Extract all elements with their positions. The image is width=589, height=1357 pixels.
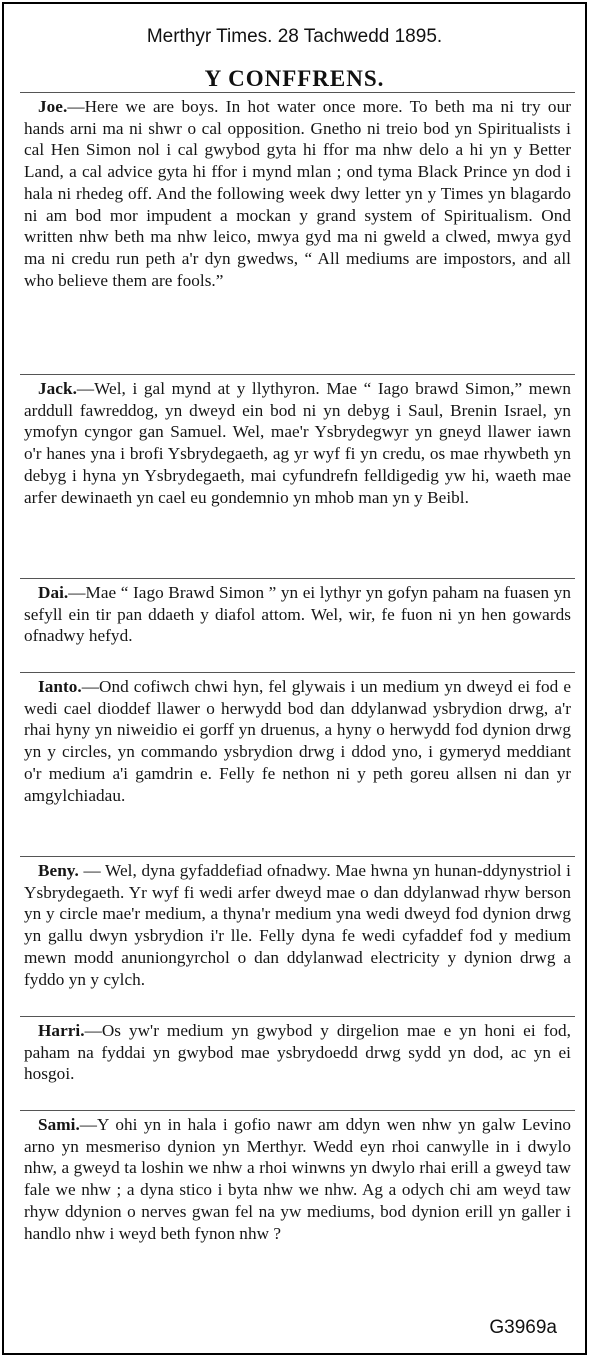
speaker-name: Dai. [38,583,69,602]
divider [20,92,575,93]
speaker-name: Jack. [38,379,77,398]
section-text: —Mae “ Iago Brawd Simon ” yn ei lythyr yn gofyn paham na fuasen yn sefyll ein tir pan ddaeth y diafol attom. Wel, wir, fe fuon ni yn hen gowards ofnadwy hefyd. [24,583,571,646]
section-text: —Wel, i gal mynd at y llythyron. Mae “ Iago brawd Simon,” mewn arddull fawreddog, yn dweyd ein bod ni yn debyg i Saul, Brenin Israel, yn ymofyn cyngor gan Samuel. Wel, mae'r Ysbrydegwyr yn gneyd llawer iawn o'r hanes yna i brofi Ysbrydegaeth, ag yr wyf fi yn credu, os mae rhywbeth yn debyg i hyna yn Ysbrydegaeth, mai cyfundrefn felldigedig yw hi, waeth mae arfer dewinaeth yn cael eu gondemnio yn mhob man yn y Beibl. [24,379,571,507]
section-text: —Ond cofiwch chwi hyn, fel glywais i un medium yn dweyd ei fod e wedi cael dioddef llawer o herwydd bod dan ddylanwad ysbrydion drwg, a'r rhai hyny yn niweidio ei gorff yn druenus, a hyny o herwydd fod dynion drwg yn y circles, yn commando ysbrydion drwg i ddod yno, i gymeryd meddiant o'r medium a'i gamdrin e. Felly fe nethon ni y peth goreu allsen ni dan yr amgylchiadau. [24,677,571,805]
speaker-name: Beny. [38,861,79,880]
section-joe [24,96,571,291]
article-title: Y CONFFRENS. [204,66,385,91]
divider [20,578,575,579]
speaker-name: Joe. [38,97,68,116]
section-text: —Here we are boys. In hot water once more. To beth ma ni try our hands arni ma ni shwr o cal opposition. Gnetho ni treio bod yn Spiritualists i cal Hen Simon nol i cal gwybod gyta hi ffor ma nhw delo a hi yn y Better Land, a cal advice gyta hi ffor i mynd mlan ; ond tyma Black Prince yn dod i hala ni rhedeg off. And the following week dwy letter yn y Times yn blagardo ni am bod mor impudent a mockan y grand system of Spiritualism. Ond written nhw beth ma nhw leico, mwya gyd ma ni gweld a clwed, mwya gyd ma ni credu run peth a'r dyn gwedws, “ All mediums are impostors, and all who believe them are fools.” [24,97,571,290]
section-ianto [24,676,571,806]
section-harri [24,1020,571,1085]
divider [20,374,575,375]
section-dai [24,582,571,647]
divider [20,856,575,857]
divider [20,1016,575,1017]
section-beny [24,860,571,990]
speaker-name: Sami. [38,1115,80,1134]
archive-code: G3969a [489,1317,557,1338]
clipping-frame [2,2,587,1355]
newspaper-header: Merthyr Times. 28 Tachwedd 1895. [146,26,443,47]
section-jack [24,378,571,508]
section-sami [24,1114,571,1244]
section-text: —Os yw'r medium yn gwybod y dirgelion mae e yn honi ei fod, paham na fyddai yn gwybod mae ysbrydoedd drwg sydd yn dod, ac yn ei hosgoi. [24,1021,571,1084]
speaker-name: Ianto. [38,677,82,696]
speaker-name: Harri. [38,1021,85,1040]
section-text: —Y ohi yn in hala i gofio nawr am ddyn wen nhw yn galw Levino arno yn mesmeriso dynion yn Merthyr. Wedd eyn rhoi canwylle in i dwylo nhw, a gweyd ta loshin we nhw a rhoi winwns yn dwylo rhai erill a gweyd taw fale we nhw ; a dyna stico i byta nhw we nhw. Ag a odych chi am weyd taw rhyw ddynion o nerves gwan fel na yw mediums, bod dynion erill yn galler i handlo nhw i weyd beth fynon nhw ? [24,1115,571,1243]
divider [20,1110,575,1111]
section-text: — Wel, dyna gyfaddefiad ofnadwy. Mae hwna yn hunan-ddynystriol i Ysbrydegaeth. Yr wyf fi wedi arfer dweyd mae o dan ddylanwad rhyw berson yn y circle mae'r medium, a thyna'r medium yna wedi dweyd fod dynion drwg yn gallu dwyn ysbrydion i'r lle. Felly dyna fe wedi cyfaddef fod y medium mewn modd anuniongyrchol o dan ddylanwad electricity y dynion drwg a fyddo yn y cylch. [24,861,571,989]
divider [20,672,575,673]
